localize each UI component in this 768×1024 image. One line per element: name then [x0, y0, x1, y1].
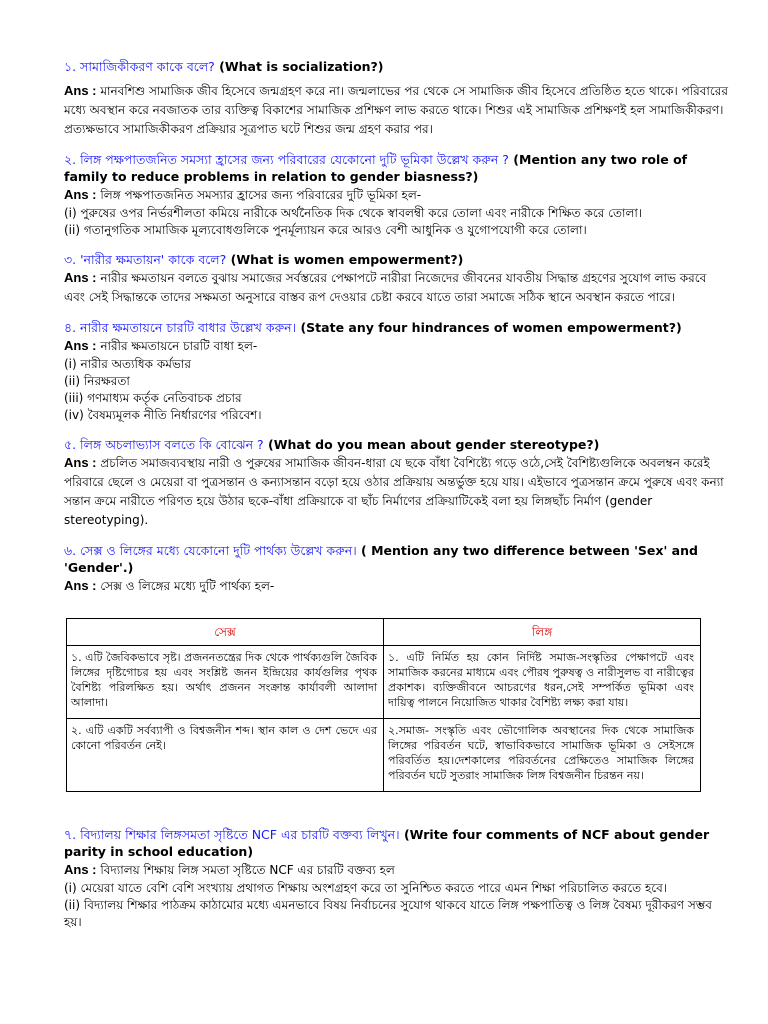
- question-5: ৫. লিঙ্গ অচলাভ্যাস বলতে কি বোঝেন ? (What do you mean about gender stereotype?): [64, 437, 600, 452]
- answer-6: Ans : সেক্স ও লিঙ্গের মধ্যে দুটি পার্থক্য হল-: [64, 578, 275, 593]
- column-header-sex: সেক্স: [67, 619, 384, 646]
- answer-3: Ans : নারীর ক্ষমতায়ন বলতে বুঝায় সমাজের সর্বস্তরের পেক্ষাপটে নারীরা নিজেদের জীবনের যাবতীয় সিদ্ধান্ত গ্রহণের সুযোগ লাভ করবে এবং সেই সিদ্ধান্তকে তাদের সক্ষমতা অনুসারে বাস্তব রূপ দেওয়ার চেষ্টা করবে যাতে তারা সমাজে সঠিক স্থানে অবস্থান করতে পারে।: [64, 270, 707, 304]
- answer-5: Ans : প্রচলিত সমাজব্যবস্থায় নারী ও পুরুষের সামাজিক জীবন-ধারা যে ছকে বাঁধা বৈশিষ্ট্যে গড়ে ওঠে,সেই বৈশিষ্ট্যগুলিকে অবলম্বন করেই পরিবারে ছেলে ও মেয়েরা বা পুত্রসন্তান ও কন্যাসন্তান বড়ো হয়ে ওঠার প্রক্রিয়ায় অন্তর্ভুক্ত হয়ে যায়। এইভাবে পুত্রসন্তান ক্রমে পুরুষে এবং কন্যা সন্তান ক্রমে নারীতে পরিণত হয়ে উঠার ছকে-বাঁধা প্রক্রিয়াকে বা ছাঁচ নির্মাণের প্রক্রিয়াটিকেই বলা হয় লিঙ্গছাঁচ নির্মাণ (gender stereotyping).: [64, 455, 724, 527]
- table-row: [67, 646, 701, 719]
- question-6: ৬. সেক্স ও লিঙ্গের মধ্যে যেকোনো দুটি পার্থক্য উল্লেখ করুন। ( Mention any two difference between 'Sex' and 'Gender'.): [64, 543, 698, 575]
- question-4: ৪. নারীর ক্ষমতায়নে চারটি বাধার উল্লেখ করুন। (State any four hindrances of women empowerment?): [64, 320, 682, 335]
- answer-7-point: (ii) বিদ্যালয় শিক্ষার পাঠক্রম কাঠামোর মধ্যে এমনভাবে বিষয় নির্বাচনের সুযোগ থাকবে যাতে লিঙ্গ পক্ষপাতিত্ব ও লিঙ্গ বৈষম্য দূরীকরণ সম্ভব হয়।: [64, 898, 712, 929]
- table-cell: ২.সমাজ- সংস্কৃতি এবং ভৌগোলিক অবস্থানের দিক থেকে সামাজিক লিঙ্গের পরিবর্তন ঘটে, স্বাভাবিকভাবে সামাজিক ভূমিকা ও সেইসঙ্গে পরিবর্তিত হয়।দেশকালের পরিবর্তনের প্রেক্ষিতেও সামাজিক লিঙ্গের পরিবর্তন ঘটে সুতরাং সামাজিক লিঙ্গ বিশ্বজনীন চিরন্তন নয়।: [384, 719, 701, 792]
- table-header-row: [67, 619, 701, 646]
- answer-7: Ans : বিদ্যালয় শিক্ষায় লিঙ্গ সমতা সৃষ্টিতে NCF এর চারটি বক্তব্য হল: [64, 862, 395, 877]
- answer-7-point: (i) মেয়েরা যাতে বেশি বেশি সংখ্যায় প্রথাগত শিক্ষায় অংশগ্রহণ করে তা সুনিশ্চিত করতে পারে এমন শিক্ষা পরিচালিত করতে হবে।: [64, 881, 668, 895]
- table-cell: ১. এটি জৈবিকভাবে সৃষ্ট। প্রজননতন্ত্রের দিক থেকে পার্থক্যগুলি জৈবিক লিঙ্গের দৃষ্টিগোচর হয় এবং সংশ্লিষ্ট জনন ইন্দ্রিয়ের কার্যগুলির পৃথক বৈশিষ্ট্য পরিলক্ষিত হয়। অর্থাৎ প্রজনন সংক্রান্ত কার্যাবলী আলাদা আলাদা।: [67, 646, 384, 719]
- question-2: ২. লিঙ্গ পক্ষপাতজনিত সমস্যা হ্রাসের জন্য পরিবারের যেকোনো দুটি ভূমিকা উল্লেখ করুন ? (Mention any two role of family to reduce problems in relation to gender biasness?): [64, 152, 688, 184]
- table-cell: ১. এটি নির্মিত হয় কোন নির্দিষ্ট সমাজ-সংস্কৃতির পেক্ষাপটে এবং সামাজিক করনের মাধ্যমে এবং পৌরষ পুরুষত্ব ও নারীসুলভ বা নারীত্বের প্রকাশক। ব্যক্তিজীবনে আচরণের ধরন,সেই সম্পর্কিত ভূমিকা এবং দায়িত্ব পালনে নিয়োজিত থাকার বৈশিষ্ট্য লক্ষ্য করা যায়।: [384, 646, 701, 719]
- question-3: ৩. 'নারীর ক্ষমতায়ন' কাকে বলে? (What is women empowerment?): [64, 252, 464, 267]
- table-row: [67, 719, 701, 792]
- answer-4-point: (iv) বৈষম্যমূলক নীতি নির্ধারণের পরিবেশ।: [64, 408, 262, 422]
- question-1: ১. সামাজিকীকরণ কাকে বলে? (What is socialization?): [64, 59, 384, 74]
- answer-2: Ans : লিঙ্গ পক্ষপাতজনিত সমস্যার হ্রাসের জন্য পরিবারের দুটি ভূমিকা হল-: [64, 187, 422, 202]
- sex-gender-comparison-table: [66, 618, 701, 792]
- answer-2-point: (i) পুরুষের ওপর নির্ভরশীলতা কমিয়ে নারীকে অর্থনৈতিক দিক থেকে স্বাবলম্বী করে তোলা এবং নারীকে শিক্ষিত করে তোলা।: [64, 206, 643, 220]
- question-7: ৭. বিদ্যালয় শিক্ষার লিঙ্গসমতা সৃষ্টিতে NCF এর চারটি বক্তব্য লিখুন। (Write four comments of NCF about gender parity in school education): [64, 827, 710, 859]
- table-cell: ২. এটি একটি সর্বব্যাপী ও বিশ্বজনীন শব্দ। স্থান কাল ও দেশ ভেদে এর কোনো পরিবর্তন নেই।: [67, 719, 384, 792]
- answer-2-point: (ii) গতানুগতিক সামাজিক মূল্যবোধগুলিকে পুনর্মূল্যায়ন করে আরও বেশী আধুনিক ও যুগোপযোগী করে তোলা।: [64, 223, 587, 237]
- answer-4-point: (iii) গণমাধ্যম কর্তৃক নেতিবাচক প্রচার: [64, 391, 242, 405]
- answer-4-point: (i) নারীর অত্যধিক কর্মভার: [64, 357, 191, 371]
- answer-4: Ans : নারীর ক্ষমতায়নে চারটি বাধা হল-: [64, 338, 258, 353]
- answer-1: Ans : মানবশিশু সামাজিক জীব হিসেবে জন্মগ্রহণ করে না। জন্মলাভের পর থেকে সে সামাজিক জীব হিসেবে প্রতিষ্ঠিত হতে থাকে। পরিবারের মধ্যে অবস্থান করে নবজাতক তার ব্যক্তিত্ব বিকাশের সামাজিক প্রশিক্ষণ লাভ করতে থাকে। শিশুর এই সামাজিক প্রশিক্ষণই হল সামাজিকীকরণ। প্রত্যক্ষভাবে সামাজিকীকরণ প্রক্রিয়ার সূত্রপাত ঘটে শিশুর জন্ম গ্রহণ করার পর।: [64, 83, 728, 136]
- answer-4-point: (ii) নিরক্ষরতা: [64, 374, 130, 388]
- column-header-gender: লিঙ্গ: [384, 619, 701, 646]
